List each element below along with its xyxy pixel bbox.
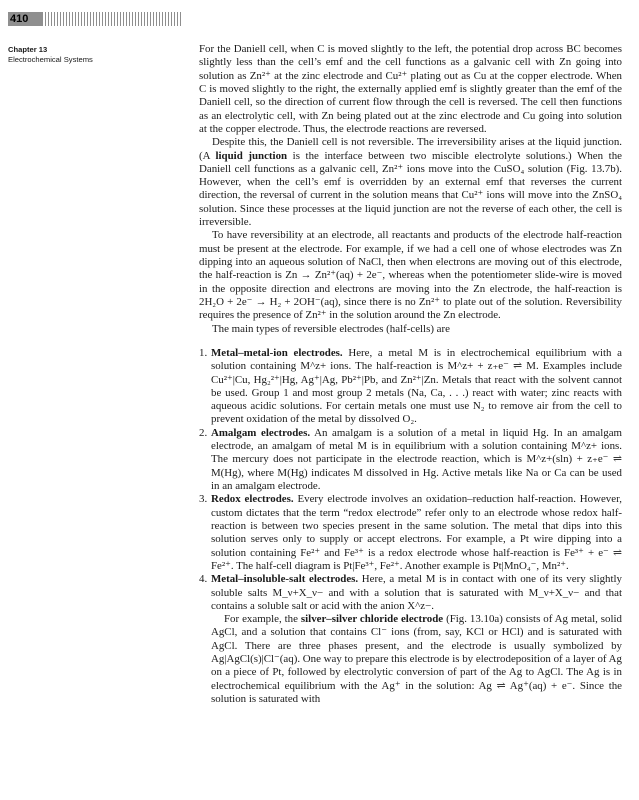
term-liquid-junction: liquid junction xyxy=(215,149,288,162)
paragraph-2-text-b: is the interface between two miscible electrolyte solutions.) When the Daniell cell functions as a galvanic cell, Zn²⁺ ions move into the CuSO₄ solution (Fig. 13.7b). However, when the cell’s emf is overridden by an external emf that reverses the current direction, the reversal of current in the solution means that Cu²⁺ ions will move into the ZnSO₄ solution. Since these processes at the liquid junction are not the reverse of each other, the cell is irreversible. xyxy=(199,149,622,229)
list-item xyxy=(199,573,622,706)
list-item-number: 3. xyxy=(199,493,208,506)
list-item-text xyxy=(211,573,622,613)
list-item-text xyxy=(211,347,622,427)
list-item-body: Here, a metal M is in contact with one of its very slightly soluble salts M_ν+X_ν− and with a solution that is saturated with M_ν+X_ν− and that contains a soluble salt or acid with the anion X^z−. xyxy=(211,573,622,612)
list-item xyxy=(199,493,622,573)
list-item-number: 2. xyxy=(199,426,208,439)
list-item-body: Here, a metal M is in electrochemical equilibrium with a solution containing M^z+ ions. The half-reaction is M^z+ + z₊e⁻ ⇌ M. Examples include Cu²⁺|Cu, Hg₂²⁺|Hg, Ag⁺|Ag, Pb²⁺|Pb, and Zn²⁺|Zn. Metals that react with the solvent cannot be used. Group 1 and most group 2 metals (Na, Ca, . . .) react with water; zinc reacts with aqueous acidic solutions. For certain metals one must use N₂ to remove air from the cell to prevent oxidation of the metal by dissolved O₂. xyxy=(211,346,623,426)
main-text-column xyxy=(199,43,622,706)
list-item-term: Metal–insoluble-salt electrodes. xyxy=(211,573,359,586)
electrode-types-list xyxy=(199,347,622,706)
paragraph-4: The main types of reversible electrodes (half-cells) are xyxy=(212,322,450,335)
chapter-sidebar xyxy=(8,45,168,64)
paragraph-2-text-a: Despite this, the Daniell cell is not reversible. The irreversibility arises at the liquid junction. (A xyxy=(199,136,622,162)
continuation-text-a: For example, the xyxy=(224,613,301,626)
list-item-body: An amalgam is a solution of a metal in liquid Hg. In an amalgam electrode, an amalgam of metal M is in equilibrium with a solution containing M^z+ ions. The mercury does not participate in the electrode reaction, which is M^z+(sln) + z₊e⁻ ⇌ M(Hg), where M(Hg) indicates M dissolved in Hg. Active metals like Na or Ca can be used in an amalgam electrode. xyxy=(211,426,622,492)
list-item xyxy=(199,427,622,494)
paragraph-2 xyxy=(199,136,622,229)
paragraph-1: For the Daniell cell, when C is moved slightly to the left, the potential drop across BC becomes slightly less than the cell’s emf and the cell functions as a galvanic cell with Zn going into solution as Zn²⁺ at the zinc electrode and Cu²⁺ plating out as Cu at the copper electrode. When C is moved slightly to the right, the externally applied emf is slightly greater than the emf of the Daniell cell, so the direction of current flow through the cell is reversed. The cell then functions as an electrolytic cell, with Zn being plated out at the zinc electrode and Cu going into solution at the copper electrode. Thus, the electrode reactions are reversed. xyxy=(199,43,622,135)
continuation-text-b: (Fig. 13.10a) consists of Ag metal, solid AgCl, and a solution that contains Cl⁻ ions (from, say, KCl or HCl) and is saturated with AgCl. There are three phases present, and the electrode is usually symbolized by Ag|AgCl(s)|Cl⁻(aq). One way to prepare this electrode is by electrodeposition of a layer of Ag on a piece of Pt, followed by electrolytic conversion of part of the Ag to AgCl. The Ag is in electrochemical equilibrium with the Ag⁺ in the solution: Ag ⇌ Ag⁺(aq) + e⁻. Since the solution is saturated with xyxy=(211,613,622,705)
chapter-label: Chapter 13 xyxy=(8,45,48,54)
term-silver-chloride-electrode: silver–silver chloride electrode xyxy=(300,613,444,626)
list-item-term: Metal–metal-ion electrodes. xyxy=(211,346,343,359)
list-item-text xyxy=(211,493,622,573)
header-band xyxy=(42,12,182,26)
list-item-body: Every electrode involves an oxidation–reduction half-reaction. However, custom dictates that the term “redox electrode” refer only to an electrode whose redox half-reaction is between two species present in the same solution. The metal that dips into this solution serves only to supply or accept electrons. For example, a Pt wire dipping into a solution containing Fe²⁺ and Fe³⁺ is a redox electrode whose half-reaction is Fe³⁺ + e⁻ ⇌ Fe²⁺. The half-cell diagram is Pt|Fe³⁺, Fe²⁺. Another example is Pt|MnO₄⁻, Mn²⁺. xyxy=(211,493,622,572)
page-number: 410 xyxy=(10,13,29,25)
list-item-number: 1. xyxy=(199,346,208,359)
paragraph-3: To have reversibility at an electrode, all reactants and products of the electrode half-reaction must be present at the electrode. For example, if we had a cell one of whose electrodes was Zn dipping into an aqueous solution of NaCl, then when electrons are moving out of this electrode, the half-reaction is Zn → Zn²⁺(aq) + 2e⁻, whereas when the potentiometer slide-wire is moved in the opposite direction and electrons are moving into the Zn electrode, the half-reaction is 2H₂O + 2e⁻ → H₂ + 2OH⁻(aq), since there is no Zn²⁺ to plate out of the solution. Reversibility requires the presence of Zn²⁺ in the solution around the Zn electrode. xyxy=(199,229,622,322)
list-item-text xyxy=(211,427,622,494)
list-item-number: 4. xyxy=(199,573,208,586)
chapter-title: Electrochemical Systems xyxy=(8,54,93,64)
list-item-term: Redox electrodes. xyxy=(211,493,294,506)
list-item xyxy=(199,347,622,427)
list-item-continuation xyxy=(211,613,622,706)
list-item-term: Amalgam electrodes. xyxy=(211,426,311,439)
